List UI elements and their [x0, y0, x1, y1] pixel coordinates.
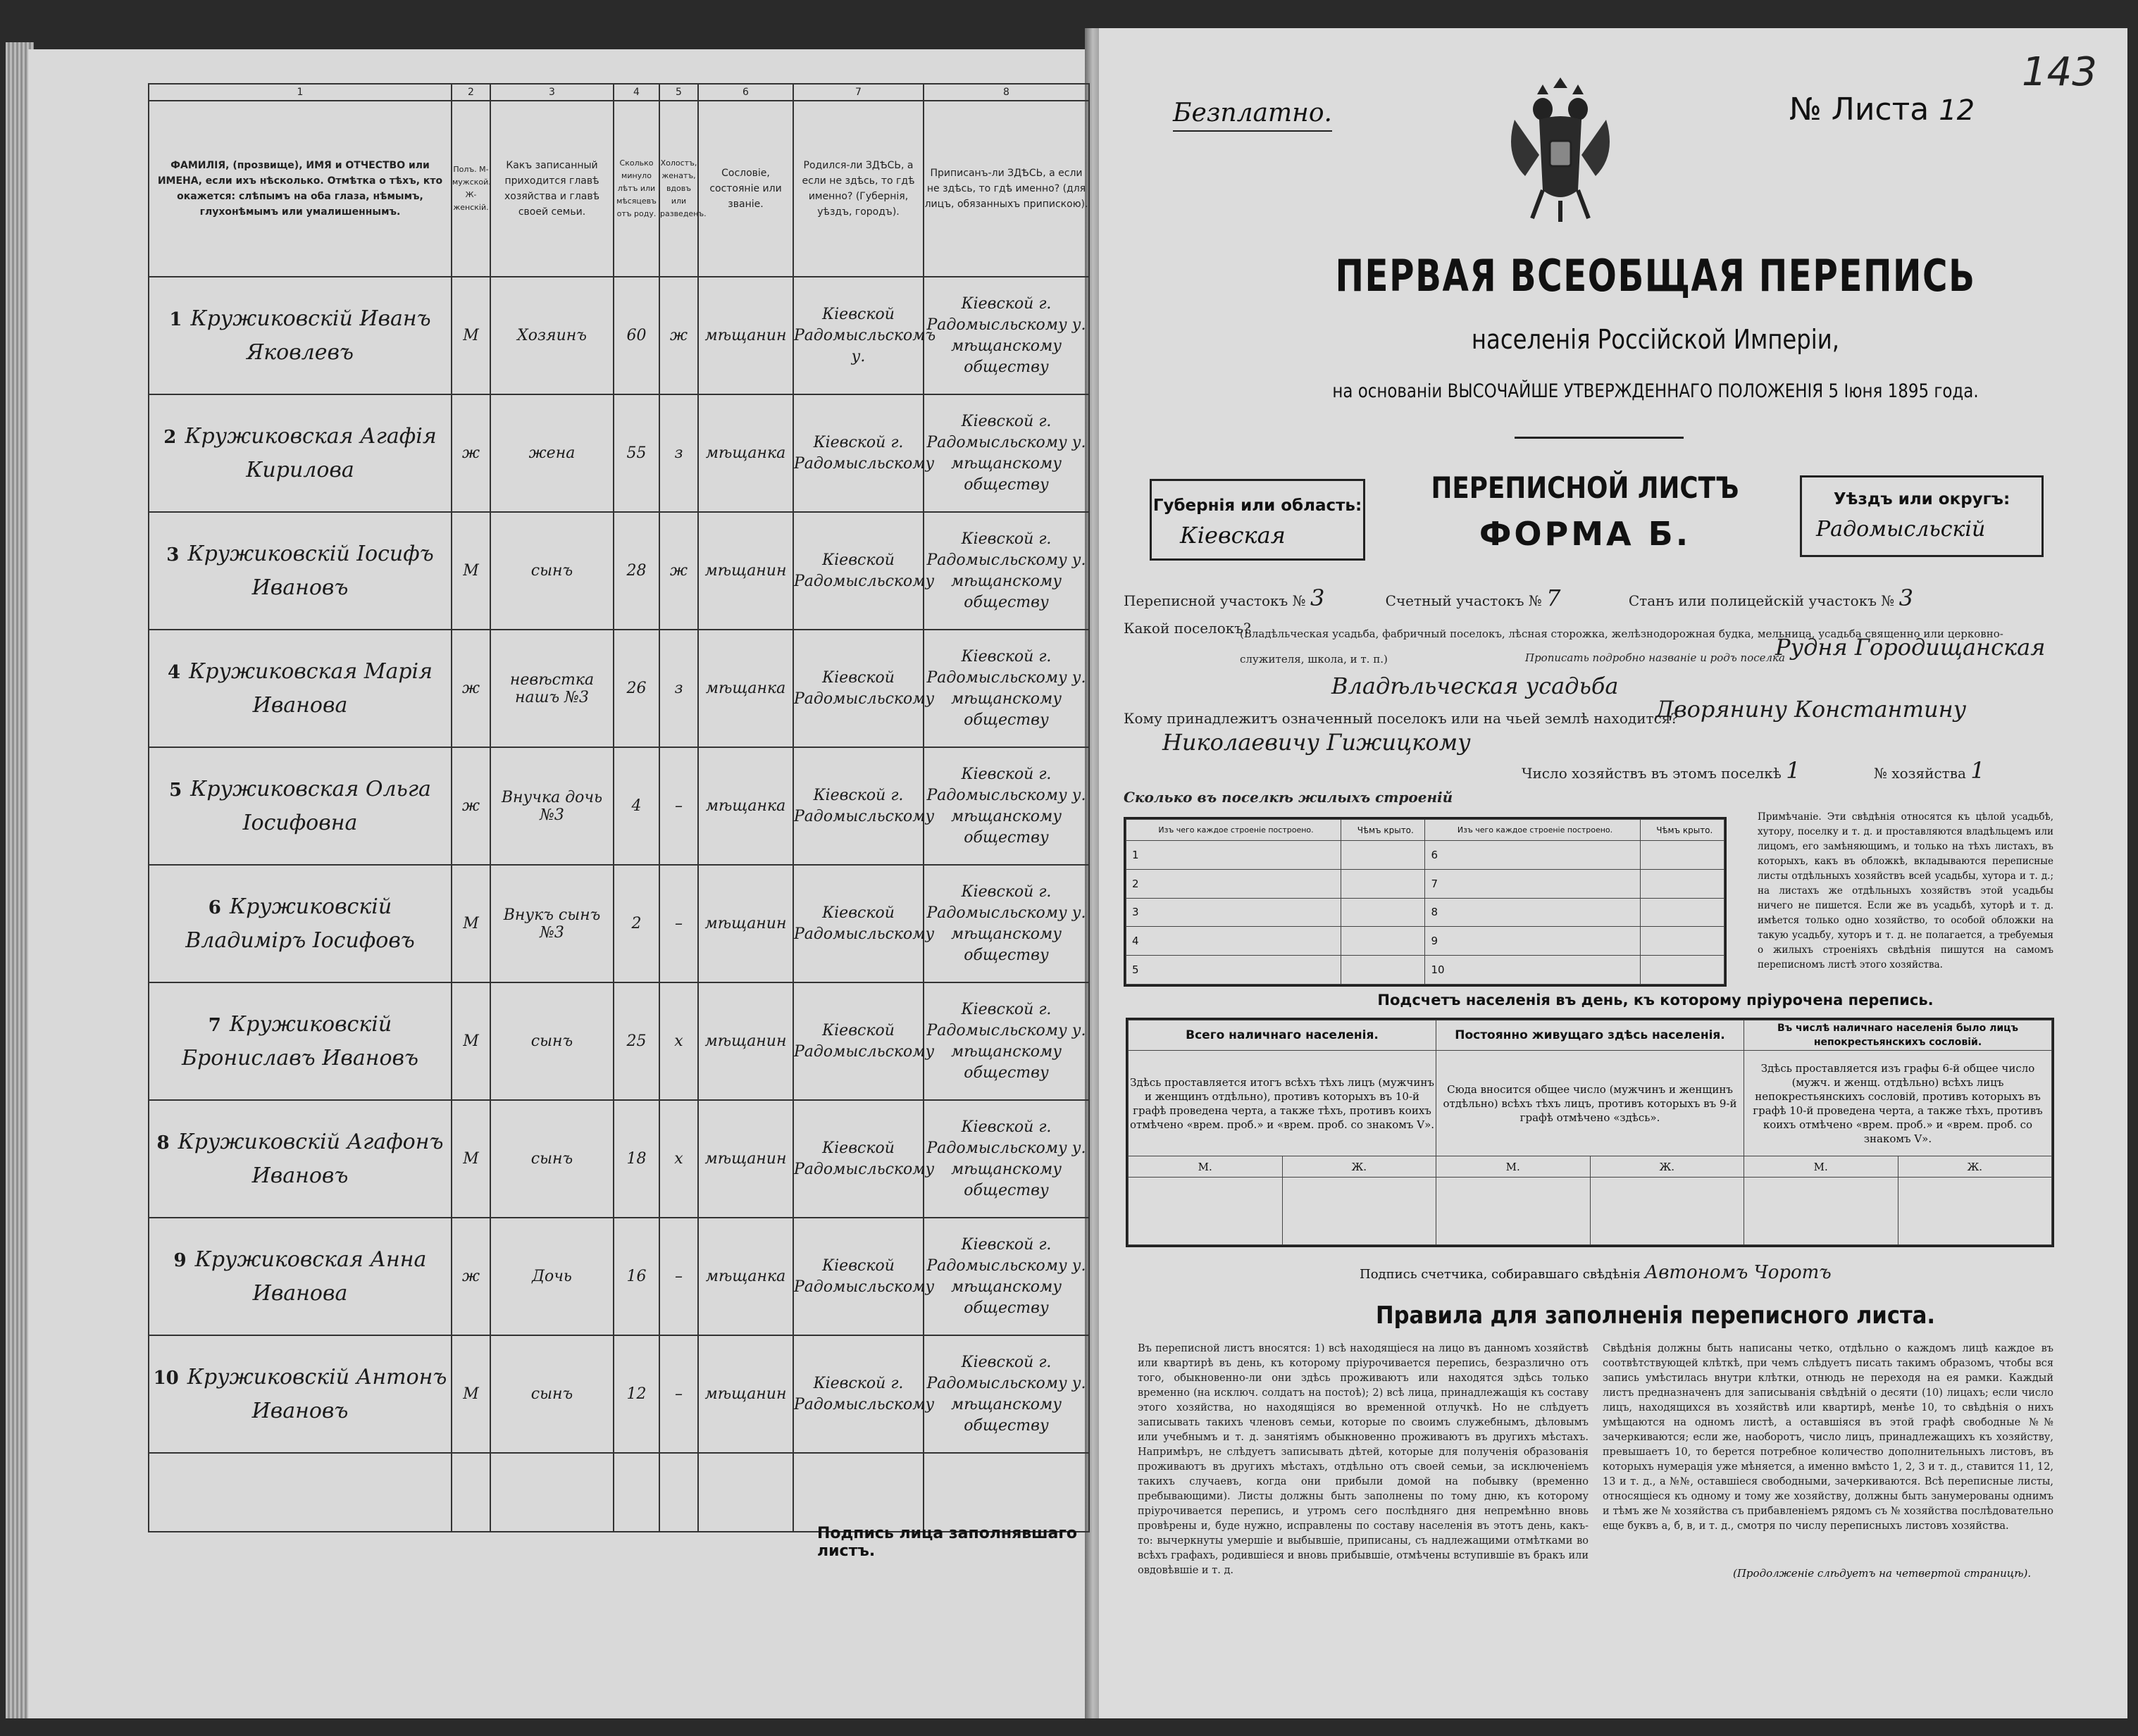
census-table — [148, 83, 1090, 1532]
registration-cell: Кіевской г. Радомысльскому у. мѣщанскому обществу — [924, 747, 1089, 865]
sex-cell: ж — [452, 630, 490, 747]
birthplace-cell: Кіевской Радомысльскому — [793, 982, 924, 1100]
relation-cell: жена — [490, 394, 614, 512]
registration-cell: Кіевской г. Радомысльскому у. мѣщанскому обществу — [924, 1335, 1089, 1453]
count-cell — [1436, 1178, 1591, 1245]
row-number: 8 — [156, 1132, 170, 1154]
buildings-label: Сколько въ поселкѣ жилыхъ строеній — [1124, 789, 1453, 806]
page-title: ПЕРВАЯ ВСЕОБЩАЯ ПЕРЕПИСЬ — [1335, 250, 1976, 301]
estate-cell: мѣщанка — [698, 747, 793, 865]
relation-cell: сынъ — [490, 512, 614, 630]
header-sex: Полъ. М-мужской. Ж-женскій. — [452, 101, 490, 277]
registration-cell: Кіевской г. Радомысльскому у. мѣщанскому обществу — [924, 394, 1089, 512]
name-cell — [149, 1100, 452, 1218]
count-header: Всего наличнаго населенія. — [1129, 1020, 1436, 1051]
birthplace-cell: Кіевской г. Радомысльскому — [793, 394, 924, 512]
relation-cell: Внукъ сынъ №3 — [490, 865, 614, 982]
registration-cell: Кіевской г. Радомысльскому у. мѣщанскому обществу — [924, 512, 1089, 630]
estate-cell: мѣщанин — [698, 1335, 793, 1453]
count-precinct-label: Счетный участокъ № — [1385, 592, 1542, 609]
buildings-note: Примѣчаніе. Эти свѣдѣнія относятся къ цѣлой усадьбѣ, хутору, поселку и т. д. и проставляются владѣльцемъ или лицомъ, его замѣняющимъ, и только на тѣхъ листахъ, въ которыхъ, какъ въ обложкѣ, вкладываются переписные листы отдѣльныхъ хозяйствъ всей усадьбы, хутора и т. д.; на листахъ же отдѣльныхъ хозяйствъ этой усадьбы ничего не пишется. Если же въ усадьбѣ, хуторѣ и т. д. имѣется только одно хозяйство, то особой обложки на такую усадьбу, хуторъ и т. д. не полагается, а требуемыя о жилыхъ строеніяхъ свѣдѣнія пишутся на самомъ переписномъ листѣ этого хозяйства. — [1758, 811, 2053, 970]
settlement-line — [1124, 620, 1251, 637]
counter-signature-label: Подпись счетчика, собиравшаго свѣдѣнія — [1360, 1267, 1641, 1282]
header-name: ФАМИЛІЯ, (прозвище), ИМЯ и ОТЧЕСТВО или ИМЕНА, если ихъ нѣсколько. Отмѣтка о тѣхъ, кто окажется: слѣпымъ на оба глаза, нѣмымъ, глухонѣмымъ или умалишеннымъ. — [149, 101, 452, 277]
birthplace-cell: Кіевской Радомысльскомъ у. — [793, 277, 924, 394]
person-name: Кружиковская Агафія Кирилова — [185, 423, 437, 482]
count-precinct-value: 7 — [1546, 585, 1561, 611]
row-number: 4 — [167, 661, 181, 683]
sex-cell: М — [452, 982, 490, 1100]
table-row — [149, 277, 1089, 394]
precinct-label: Переписной участокъ № — [1124, 592, 1306, 609]
name-cell — [149, 630, 452, 747]
rules-column-1: Въ переписной листъ вносятся: 1) всѣ находящіеся на лицо въ данномъ хозяйствѣ или квартирѣ въ день, къ которому пріурочивается перепись, безразлично отъ того, обыкновенно-ли они здѣсь проживаютъ или находятся здѣсь только временно (на исключ. солдатъ на постоѣ); 2) всѣ лица, принадлежащія къ составу этого хозяйства, но находящіяся во временной отлучкѣ. Но не слѣдуетъ записывать такихъ членовъ семьи, которые по своимъ служебнымъ, дѣловымъ или учебнымъ и т. д. занятіямъ обыкновенно проживаютъ въ другихъ мѣстахъ. Напримѣръ, не слѣдуетъ записывать дѣтей, которые для полученія образованія проживаютъ въ другихъ мѣстахъ, отдѣльно отъ своей семьи, за исключеніемъ такихъ случаевъ, когда они прибыли домой на побывку (временно пребывающими). Листы должны быть заполнены по тому дню, къ которому пріурочивается перепись, и утромъ сего послѣдняго дня непремѣнно вновь провѣрены и, буде нужно, исправлены по составу населенія въ этотъ день, какъ-то: вычеркнуты умершіе и выбывшіе, приписаны, съ надлежащими отмѣтками во всѣхъ графахъ, родившіеся и вновь прибывшіе, отмѣчены вступившіе въ бракъ или овдовѣвшіе и т. д. — [1138, 1343, 1589, 1576]
page-number: 143 — [2022, 49, 2097, 95]
bld-cell — [1640, 927, 1724, 956]
header-birthplace: Родился-ли ЗДѢСЬ, а если не здѣсь, то гдѣ именно? (Губернія, уѣздъ, городъ). — [793, 101, 924, 277]
rules-column-2: Свѣдѣнія должны быть написаны четко, отдѣльно о каждомъ лицѣ каждое въ соотвѣтствующей клѣткѣ, при чемъ слѣдуетъ писать такимъ образомъ, чтобы вся запись умѣстилась внутри клѣтки, отнюдь не переходя на ея рамки. Каждый листъ предназначенъ для записыванія свѣдѣній о десяти (10) лицахъ; если число лицъ, находящихся въ хозяйствѣ или квартирѣ, менѣе 10, то свѣдѣнія о нихъ умѣщаются на одномъ листѣ, а оставшіяся въ этой графѣ свободные №№ зачеркиваются; если же, наоборотъ, число лицъ, принадлежащихъ къ хозяйству, превышаетъ 10, то берется потребное количество дополнительныхъ листовъ, въ которыхъ нумерація уже мѣняется, а именно вмѣсто 1, 2, 3 и т. д., ставится 11, 12, 13 и т. д., а №№, оставшіеся свободными, зачеркиваются. Всѣ переписные листы, относящіеся къ одному и тому же хозяйству, должны быть занумерованы однимъ и тѣмъ же № хозяйства съ прибавленіемъ рядомъ съ № хозяйства послѣдовательно еще буквъ а, б, в, и т. д., смотря по числу переписныхъ листовъ хозяйства. — [1603, 1343, 2053, 1532]
households-label: Число хозяйствъ въ этомъ поселкѣ — [1522, 765, 1782, 782]
sheet-number — [1789, 92, 1975, 127]
female-label: Ж. — [1590, 1156, 1744, 1178]
sex-cell: М — [452, 512, 490, 630]
counter-signature-line — [1360, 1262, 1832, 1283]
row-number: 9 — [173, 1249, 187, 1271]
birthplace-cell: Кіевской Радомысльскому — [793, 630, 924, 747]
age-cell: 12 — [614, 1335, 659, 1453]
bld-row-number: 2 — [1126, 869, 1341, 898]
household-number-line — [1874, 757, 1985, 784]
header-age: Сколько минуло лѣтъ или мѣсяцевъ отъ роду. — [614, 101, 659, 277]
bld-header: Чѣмъ крыто. — [1341, 820, 1425, 841]
bld-cell — [1341, 927, 1425, 956]
column-number: 2 — [452, 84, 490, 101]
settlement-hint: (Владѣльческая усадьба, фабричный поселокъ, лѣсная сторожка, желѣзнодорожная будка, мельница, усадьба священно или церковно-служителя, школа, и т. п.) — [1240, 627, 2003, 666]
table-row — [149, 512, 1089, 630]
age-cell: 60 — [614, 277, 659, 394]
bld-row-number: 5 — [1126, 956, 1341, 985]
header-row — [149, 101, 1089, 277]
continued-note: (Продолженіе слѣдуетъ на четвертой страницѣ). — [1733, 1567, 2032, 1580]
bld-header: Изъ чего каждое строеніе построено. — [1425, 820, 1640, 841]
bld-row-number: 1 — [1126, 841, 1341, 870]
birthplace-cell: Кіевской Радомысльскому — [793, 1218, 924, 1335]
estate-cell: мѣщанин — [698, 865, 793, 982]
form-title-sub: ФОРМА Б. — [1479, 515, 1691, 553]
owner-value: Дворянину Константину — [1655, 696, 1967, 723]
count-description: Здѣсь проставляется итогъ всѣхъ тѣхъ лицъ (мужчинъ и женщинъ отдѣльно), противъ которыхъ въ 10-й графѣ проведена черта, а также тѣхъ, противъ коихъ отмѣчено «врем. проб.» и «врем. проб. со знакомъ V». — [1129, 1051, 1436, 1156]
bld-row-number: 8 — [1425, 898, 1640, 927]
estate-cell: мѣщанин — [698, 512, 793, 630]
empty-cell — [659, 1453, 698, 1532]
bld-cell — [1341, 841, 1425, 870]
precinct-line — [1124, 585, 1913, 611]
row-number: 3 — [166, 544, 180, 566]
form-title — [1374, 470, 1796, 553]
person-name: Кружиковскій Иванъ Яковлевъ — [190, 306, 431, 365]
sex-cell: М — [452, 277, 490, 394]
rules-title: Правила для заполненія переписного листа. — [1375, 1301, 1936, 1330]
marital-cell: – — [659, 865, 698, 982]
empty-cell — [793, 1453, 924, 1532]
count-cell — [1590, 1178, 1744, 1245]
age-cell: 18 — [614, 1100, 659, 1218]
subtitle: населенія Россійской Имперіи, — [1471, 324, 1840, 355]
name-cell — [149, 747, 452, 865]
marital-cell: з — [659, 630, 698, 747]
marital-cell: – — [659, 1335, 698, 1453]
district-box — [1800, 475, 2044, 557]
age-cell: 26 — [614, 630, 659, 747]
district-value: Радомысльскій — [1816, 517, 1986, 542]
female-label: Ж. — [1898, 1156, 2052, 1178]
male-label: М. — [1436, 1156, 1591, 1178]
header-estate: Сословіе, состояніе или званіе. — [698, 101, 793, 277]
column-number: 6 — [698, 84, 793, 101]
stan-label: Станъ или полицейскій участокъ № — [1628, 592, 1895, 609]
male-label: М. — [1129, 1156, 1283, 1178]
birthplace-cell: Кіевской Радомысльскому — [793, 512, 924, 630]
person-name: Кружиковская Ольга Іосифовна — [190, 776, 431, 835]
population-count-title: Подсчетъ населенія въ день, къ которому пріурочена перепись. — [1377, 992, 1934, 1008]
precinct-value: 3 — [1310, 585, 1325, 611]
count-description: Сюда вносится общее число (мужчинъ и женщинъ отдѣльно) всѣхъ тѣхъ лицъ, противъ которыхъ въ 9-й графѣ отмѣчено «здѣсь». — [1436, 1051, 1744, 1156]
name-cell — [149, 1335, 452, 1453]
stan-value: 3 — [1898, 585, 1913, 611]
marital-cell: – — [659, 1218, 698, 1335]
age-cell: 2 — [614, 865, 659, 982]
sex-cell: М — [452, 1335, 490, 1453]
settlement-hint-2: Прописать подробно названіе и родъ поселка — [1525, 651, 1785, 664]
count-description: Здѣсь проставляется изъ графы 6-й общее число (мужч. и женщ. отдѣльно) всѣхъ лицъ непокрестьянскихъ сословій, противъ которыхъ въ графѣ 10-й проведена черта, а также тѣхъ, противъ коихъ отмѣчено «врем. проб.» и «врем. проб. со знакомъ V». — [1744, 1051, 2052, 1156]
name-cell — [149, 394, 452, 512]
count-header: Постоянно живущаго здѣсь населенія. — [1436, 1020, 1744, 1051]
count-cell — [1744, 1178, 1898, 1245]
row-number: 6 — [208, 897, 221, 918]
marital-cell: ж — [659, 512, 698, 630]
table-row — [149, 865, 1089, 982]
empty-cell — [452, 1453, 490, 1532]
settlement-label: Какой поселокъ? — [1124, 620, 1251, 637]
district-label: Уѣздъ или округъ: — [1833, 490, 2010, 508]
form-title-main: ПЕРЕПИСНОЙ ЛИСТЪ — [1431, 470, 1739, 505]
filler-signature-label: Подпись лица заполнявшаго листъ. — [817, 1525, 1077, 1560]
estate-cell: мѣщанка — [698, 630, 793, 747]
marital-cell: х — [659, 1100, 698, 1218]
marital-cell: х — [659, 982, 698, 1100]
estate-cell: мѣщанка — [698, 394, 793, 512]
counter-signature-value: Автономъ Чоротъ — [1644, 1262, 1832, 1283]
age-cell: 16 — [614, 1218, 659, 1335]
bld-row-number: 4 — [1126, 927, 1341, 956]
empty-row — [149, 1453, 1089, 1532]
double-headed-eagle-icon — [1500, 70, 1620, 225]
header-relation: Какъ записанный приходится главѣ хозяйства и главѣ своей семьи. — [490, 101, 614, 277]
bld-cell — [1640, 869, 1724, 898]
household-number-label: № хозяйства — [1874, 765, 1966, 782]
person-name: Кружиковскій Антонъ Ивановъ — [187, 1364, 447, 1423]
birthplace-cell: Кіевской Радомысльскому — [793, 1100, 924, 1218]
empty-cell — [614, 1453, 659, 1532]
birthplace-cell: Кіевской г. Радомысльскому — [793, 1335, 924, 1453]
table-row — [149, 1218, 1089, 1335]
relation-cell: сынъ — [490, 982, 614, 1100]
registration-cell: Кіевской г. Радомысльскому у. мѣщанскому обществу — [924, 1100, 1089, 1218]
age-cell: 55 — [614, 394, 659, 512]
province-box — [1150, 479, 1365, 561]
table-row — [149, 747, 1089, 865]
count-cell — [1282, 1178, 1436, 1245]
marital-cell: ж — [659, 277, 698, 394]
header-registration: Приписанъ-ли ЗДѢСЬ, а если не здѣсь, то гдѣ именно? (для лицъ, обязанныхъ припискою). — [924, 101, 1089, 277]
subtitle-decree: на основаніи ВЫСОЧАЙШЕ УТВЕРЖДЕННАГО ПОЛОЖЕНІЯ 5 Іюня 1895 года. — [1332, 380, 1979, 402]
bld-cell — [1341, 956, 1425, 985]
sheet-number-label: № Листа — [1789, 92, 1929, 127]
female-label: Ж. — [1282, 1156, 1436, 1178]
registration-cell: Кіевской г. Радомысльскому у. мѣщанскому обществу — [924, 865, 1089, 982]
sex-cell: ж — [452, 1218, 490, 1335]
bld-row-number: 9 — [1425, 927, 1640, 956]
bld-cell — [1640, 841, 1724, 870]
table-row — [149, 1100, 1089, 1218]
sex-cell: ж — [452, 747, 490, 865]
table-row — [149, 630, 1089, 747]
row-number: 5 — [169, 779, 182, 801]
name-cell — [149, 865, 452, 982]
empty-cell — [149, 1453, 452, 1532]
age-cell: 28 — [614, 512, 659, 630]
bld-cell — [1341, 898, 1425, 927]
empty-cell — [924, 1453, 1089, 1532]
person-name: Кружиковскій Брониславъ Ивановъ — [182, 1011, 418, 1070]
column-number: 7 — [793, 84, 924, 101]
relation-cell: Внучка дочь №3 — [490, 747, 614, 865]
table-row — [149, 394, 1089, 512]
estate-cell: мѣщанин — [698, 1100, 793, 1218]
person-name: Кружиковская Анна Иванова — [194, 1247, 427, 1306]
column-number: 8 — [924, 84, 1089, 101]
column-number: 4 — [614, 84, 659, 101]
bld-row-number: 10 — [1425, 956, 1640, 985]
empty-cell — [698, 1453, 793, 1532]
sex-cell: ж — [452, 394, 490, 512]
count-header: Въ числѣ наличнаго населенія было лицъ непокрестьянскихъ сословій. — [1744, 1020, 2052, 1051]
owner-label: Кому принадлежитъ означенный поселокъ или на чьей землѣ находится? — [1124, 710, 1679, 727]
bld-cell — [1640, 956, 1724, 985]
bld-row-number: 7 — [1425, 869, 1640, 898]
divider — [1515, 437, 1684, 439]
relation-cell: сынъ — [490, 1335, 614, 1453]
bld-row-number: 6 — [1425, 841, 1640, 870]
marital-cell: з — [659, 394, 698, 512]
count-cell — [1898, 1178, 2052, 1245]
settlement-type-value: Владѣльческая усадьба — [1331, 673, 1619, 699]
column-number: 3 — [490, 84, 614, 101]
population-count-table — [1126, 1018, 2054, 1247]
households-line — [1522, 757, 1801, 784]
column-number: 5 — [659, 84, 698, 101]
row-number: 2 — [163, 426, 177, 448]
free-label: Безплатно. — [1173, 99, 1332, 132]
sex-cell: М — [452, 1100, 490, 1218]
province-value: Кіевская — [1180, 522, 1286, 549]
owner-value-2: Николаевичу Гижицкому — [1162, 729, 1471, 756]
person-name: Кружиковскій Владиміръ Іосифовъ — [185, 894, 415, 953]
relation-cell: сынъ — [490, 1100, 614, 1218]
person-name: Кружиковскій Агафонъ Ивановъ — [178, 1129, 444, 1188]
birthplace-cell: Кіевской г. Радомысльскому — [793, 747, 924, 865]
relation-cell: Хозяинъ — [490, 277, 614, 394]
estate-cell: мѣщанин — [698, 277, 793, 394]
bld-header: Изъ чего каждое строеніе построено. — [1126, 820, 1341, 841]
name-cell — [149, 982, 452, 1100]
row-number: 7 — [208, 1014, 221, 1036]
birthplace-cell: Кіевской Радомысльскому — [793, 865, 924, 982]
name-cell — [149, 277, 452, 394]
household-number-value: 1 — [1970, 757, 1985, 784]
person-name: Кружиковская Марія Иванова — [189, 658, 433, 718]
column-number: 1 — [149, 84, 452, 101]
sex-cell: М — [452, 865, 490, 982]
registration-cell: Кіевской г. Радомысльскому у. мѣщанскому обществу — [924, 630, 1089, 747]
marital-cell: – — [659, 747, 698, 865]
empty-cell — [490, 1453, 614, 1532]
row-number: 10 — [153, 1367, 179, 1389]
households-value: 1 — [1786, 757, 1801, 784]
bld-row-number: 3 — [1126, 898, 1341, 927]
male-label: М. — [1744, 1156, 1898, 1178]
header-marital: Холостъ, женатъ, вдовъ или разведенъ. — [659, 101, 698, 277]
bld-header: Чѣмъ крыто. — [1640, 820, 1724, 841]
bld-cell — [1640, 898, 1724, 927]
registration-cell: Кіевской г. Радомысльскому у. мѣщанскому обществу — [924, 982, 1089, 1100]
name-cell — [149, 1218, 452, 1335]
person-name: Кружиковскій Іосифъ Ивановъ — [187, 541, 434, 600]
row-number: 1 — [169, 308, 182, 330]
table-row — [149, 982, 1089, 1100]
sheet-number-value: 12 — [1939, 94, 1975, 127]
registration-cell: Кіевской г. Радомысльскому у. мѣщанскому обществу — [924, 277, 1089, 394]
bld-cell — [1341, 869, 1425, 898]
province-label: Губернія или область: — [1152, 497, 1362, 515]
column-number-row — [149, 84, 1089, 101]
count-cell — [1129, 1178, 1283, 1245]
age-cell: 25 — [614, 982, 659, 1100]
table-row — [149, 1335, 1089, 1453]
age-cell: 4 — [614, 747, 659, 865]
buildings-table — [1124, 817, 1727, 987]
registration-cell: Кіевской г. Радомысльскому у. мѣщанскому обществу — [924, 1218, 1089, 1335]
estate-cell: мѣщанин — [698, 982, 793, 1100]
name-cell — [149, 512, 452, 630]
estate-cell: мѣщанка — [698, 1218, 793, 1335]
settlement-value: Рудня Городищанская — [1775, 634, 2046, 661]
relation-cell: Дочь — [490, 1218, 614, 1335]
relation-cell: невѣстка нашъ №3 — [490, 630, 614, 747]
